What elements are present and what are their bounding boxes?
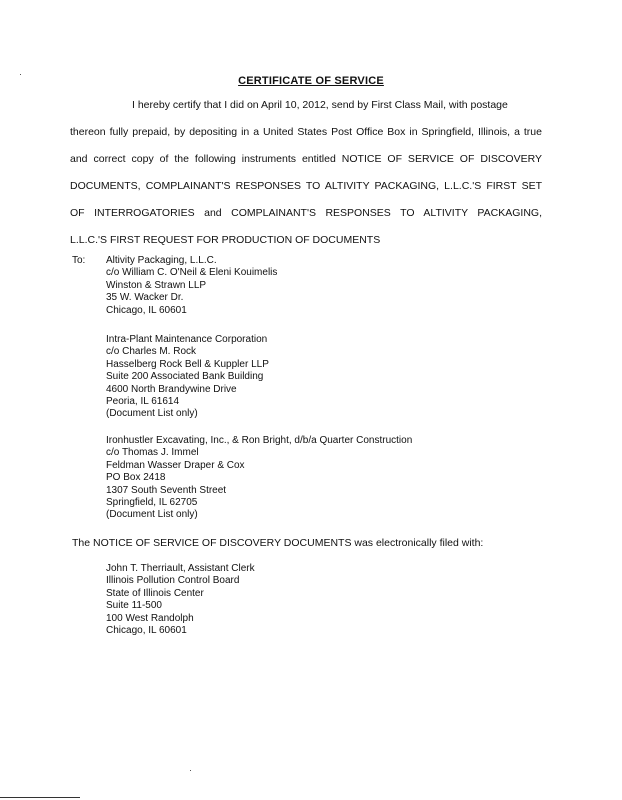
to-label: To: <box>72 255 86 266</box>
recipient-address-intra-plant <box>106 334 269 421</box>
address-line: Intra-Plant Maintenance Corporation <box>106 334 268 345</box>
address-line: John T. Therriault, Assistant Clerk <box>106 563 255 574</box>
address-line: Peoria, IL 61614 <box>106 396 180 408</box>
body-line-1: I hereby certify that I did on April 10, 2012, send by First Class Mail, with postage <box>132 99 508 111</box>
address-line: Suite 11-500 <box>106 600 162 612</box>
address-line: Suite 200 Associated Bank Building <box>106 371 264 383</box>
address-line: Ironhustler Excavating, Inc., & Ron Bright, d/b/a Quarter Construction <box>106 435 413 446</box>
filed-with-address <box>106 563 255 637</box>
filed-statement: The NOTICE OF SERVICE OF DISCOVERY DOCUMENTS was electronically filed with: <box>72 537 484 549</box>
address-line: c/o Thomas J. Immel <box>106 447 199 459</box>
address-line: Chicago, IL 60601 <box>106 625 187 637</box>
address-line: PO Box 2418 <box>106 472 166 484</box>
address-line: 1307 South Seventh Street <box>106 484 227 496</box>
address-line: c/o William C. O'Neil & Eleni Kouimelis <box>106 267 278 279</box>
body-line-3: and correct copy of the following instruments entitled NOTICE OF SERVICE OF DISCOVERY <box>70 153 542 165</box>
address-line: (Document List only) <box>106 509 198 521</box>
address-line: Feldman Wasser Draper & Cox <box>106 459 245 471</box>
recipient-address-altivity <box>106 255 277 317</box>
address-line: 35 W. Wacker Dr. <box>106 292 184 304</box>
address-line: Hasselberg Rock Bell & Kuppler LLP <box>106 358 269 370</box>
address-line: Springfield, IL 62705 <box>106 497 198 509</box>
recipient-address-ironhustler <box>106 435 412 522</box>
address-line: (Document List only) <box>106 408 198 420</box>
address-line: 4600 North Brandywine Drive <box>106 383 237 395</box>
address-line: Winston & Strawn LLP <box>106 279 207 291</box>
body-line-2: thereon fully prepaid, by depositing in a United States Post Office Box in Springfield, Illinois, a true <box>70 126 542 138</box>
address-line: c/o Charles M. Rock <box>106 346 197 358</box>
address-line: Chicago, IL 60601 <box>106 304 187 316</box>
body-line-4: DOCUMENTS, COMPLAINANT'S RESPONSES TO ALTIVITY PACKAGING, L.L.C.'S FIRST SET <box>70 180 542 192</box>
address-line: Altivity Packaging, L.L.C. <box>106 255 217 266</box>
address-line: State of Illinois Center <box>106 587 204 599</box>
scan-speck <box>20 74 21 75</box>
address-line: Illinois Pollution Control Board <box>106 575 240 587</box>
certificate-title: CERTIFICATE OF SERVICE <box>238 75 384 87</box>
body-line-5: OF INTERROGATORIES and COMPLAINANT'S RESPONSES TO ALTIVITY PACKAGING, <box>70 207 542 219</box>
body-line-6: L.L.C.'S FIRST REQUEST FOR PRODUCTION OF DOCUMENTS <box>70 234 381 246</box>
scan-speck <box>190 770 191 771</box>
address-line: 100 West Randolph <box>106 612 194 624</box>
bottom-edge-rule <box>0 797 80 798</box>
